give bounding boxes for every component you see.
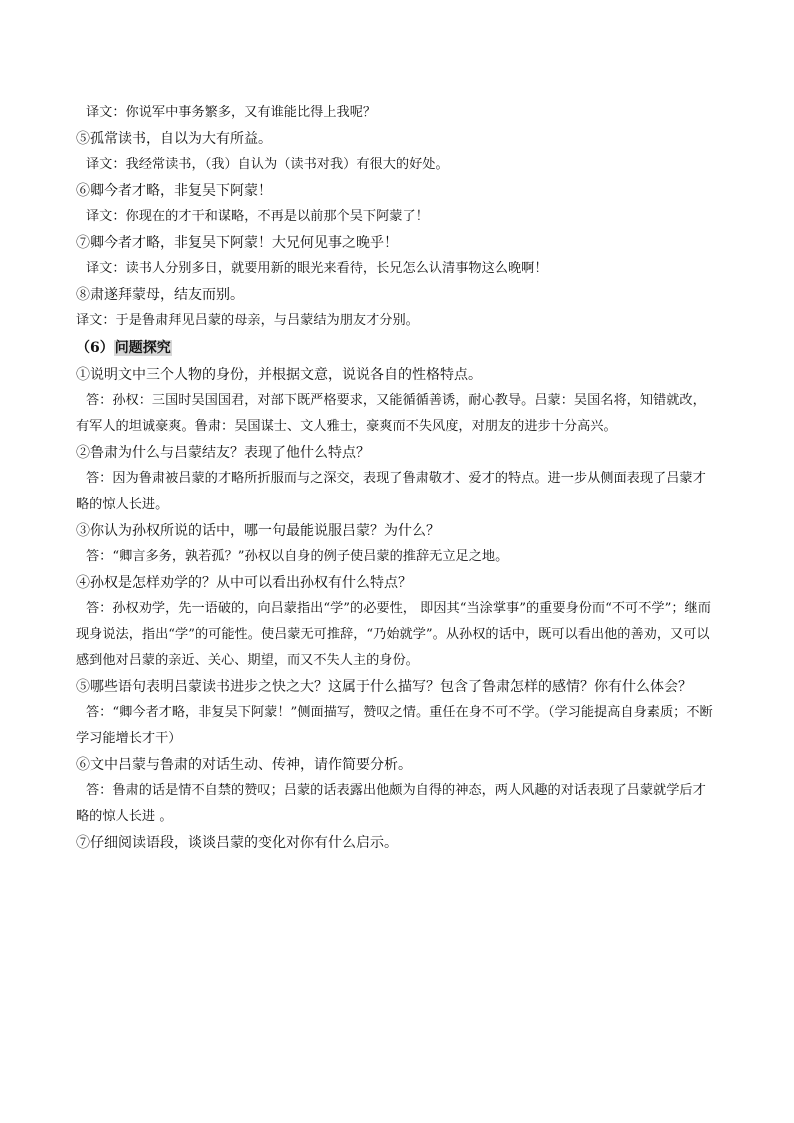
section-number: （6） xyxy=(76,340,114,356)
question-line: ⑤哪些语句表明吕蒙读书进步之快之大？这属于什么描写？包含了鲁肃怎样的感情？你有什么体会？ xyxy=(76,679,692,695)
question-line: ④孙权是怎样劝学的？从中可以看出孙权有什么特点？ xyxy=(76,575,412,591)
translation-line: 译文：你说军中事务繁多，又有谁能比得上我呢？ xyxy=(86,105,377,120)
section-heading xyxy=(76,334,716,362)
section-title: 问题探究 xyxy=(114,340,171,356)
sentence-line: ⑦卿今者才略，非复吴下阿蒙！大兄何见事之晚乎！ xyxy=(76,235,398,251)
question-line: ②鲁肃为什么与吕蒙结友？表现了他什么特点？ xyxy=(76,445,370,461)
answer-text: 答：“卿言多务，孰若孤？”孙权以自身的例子使吕蒙的推辞无立足之地。 xyxy=(86,549,509,564)
translation-line: 译文：你现在的才干和谋略，不再是以前那个吴下阿蒙了！ xyxy=(86,209,429,224)
translation-line: 译文：我经常读书，（我）自认为（读书对我）有很大的好处。 xyxy=(86,157,449,172)
sentence-line: ⑥卿今者才略，非复吴下阿蒙！ xyxy=(76,183,272,199)
answer-text: 答：孙权劝学，先一语破的，向吕蒙指出“学”的必要性， 即因其“当涂掌事”的重要身份而“不可不学”；继而现身说法，指出“学”的可能性。使吕蒙无可推辞，“乃始就学”。从孙权的话中，既可以看出他的善劝，又可以感到他对吕蒙的亲近、关心、期望，而又不失人主的身份。 xyxy=(76,601,711,668)
answer-text: 答：“卿今者才略，非复吴下阿蒙！”侧面描写，赞叹之情。重任在身不可不学。（学习能提高自身素质；不断学习能增长才干） xyxy=(76,705,713,746)
question-line: ⑥文中吕蒙与鲁肃的对话生动、传神，请作简要分析。 xyxy=(76,757,412,773)
document-body xyxy=(76,100,716,856)
translation-line: 译文：于是鲁肃拜见吕蒙的母亲，与吕蒙结为朋友才分别。 xyxy=(76,313,419,328)
question-line: ①说明文中三个人物的身份，并根据文意，说说各自的性格特点。 xyxy=(76,367,482,383)
answer-text: 答：因为鲁肃被吕蒙的才略所折服而与之深交，表现了鲁肃敬才、爱才的特点。进一步从侧面表现了吕蒙才略的惊人长进。 xyxy=(76,471,706,512)
answer-text: 答：孙权：三国时吴国国君，对部下既严格要求，又能循循善诱，耐心教导。吕蒙：吴国名将，知错就改，有军人的坦诚豪爽。鲁肃：吴国谋士、文人雅士，豪爽而不失风度，对朋友的进步十分高兴。 xyxy=(76,393,706,434)
translation-line: 译文：读书人分别多日，就要用新的眼光来看待，长兄怎么认清事物这么晚啊！ xyxy=(86,261,548,276)
answer-text: 答：鲁肃的话是情不自禁的赞叹；吕蒙的话表露出他颇为自得的神态，两人风趣的对话表现了吕蒙就学后才略的惊人长进 。 xyxy=(76,783,706,824)
question-line: ③你认为孙权所说的话中，哪一句最能说服吕蒙？为什么？ xyxy=(76,523,440,539)
sentence-line: ⑤孤常读书，自以为大有所益。 xyxy=(76,131,272,147)
question-line: ⑦仔细阅读语段，谈谈吕蒙的变化对你有什么启示。 xyxy=(76,835,398,851)
sentence-line: ⑧肃遂拜蒙母，结友而别。 xyxy=(76,287,244,303)
